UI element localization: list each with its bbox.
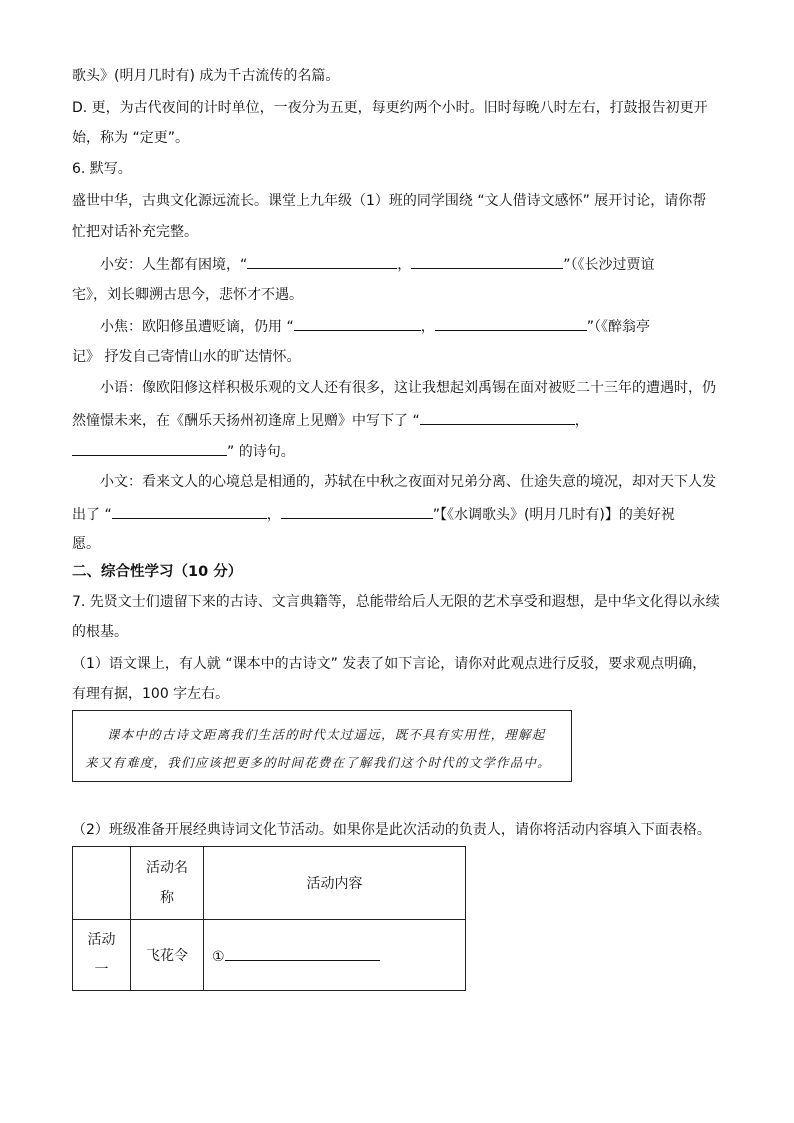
- question-6-title: 6. 默写。: [72, 161, 132, 177]
- section-title: 二、综合性学习（10 分）: [72, 564, 243, 580]
- answer-blank[interactable]: [112, 504, 267, 519]
- option-d-line: D. 更，为古代夜间的计时单位，一夜分为五更，每更约两个小时。旧时每晚八时左右，打鼓报告初更开: [72, 100, 708, 116]
- quote-box: [72, 710, 572, 782]
- answer-blank[interactable]: [247, 254, 397, 269]
- table-cell: [73, 847, 131, 920]
- text-line: 忙把对话补充完整。: [72, 224, 198, 240]
- header-activity-content: 活动内容: [204, 847, 466, 920]
- dialogue-xiaowen: 小文：看来文人的心境总是相通的，苏轼在中秋之夜面对兄弟分离、仕途失意的境况，却对天下人发: [100, 474, 716, 490]
- dialogue-xiaoyu: 小语：像欧阳修这样积极乐观的文人还有很多，这让我想起刘禹锡在面对被贬二十三年的遭遇时，仍: [100, 380, 716, 396]
- text-line: 然憧憬未来，在《酬乐天扬州初逢席上见赠》中写下了 “ ，: [72, 410, 589, 431]
- answer-blank[interactable]: [72, 441, 227, 456]
- table-row: [73, 847, 466, 920]
- dialogue-xiaoan: 小安：人生都有困境，“ ， ”（《长沙过贾谊: [100, 254, 655, 275]
- subquestion-1: （1）语文课上，有人就 “课本中的古诗文” 发表了如下言论，请你对此观点进行反驳，要求观点明确，: [72, 656, 707, 672]
- text-line: 宅》，刘长卿溯古思今，悲怀才不遇。: [72, 287, 303, 303]
- text-line: 盛世中华，古典文化源远流长。课堂上九年级（1）班的同学围绕 “文人借诗文感怀” 展开讨论，请你帮: [72, 193, 707, 209]
- answer-blank[interactable]: [411, 254, 563, 269]
- answer-blank[interactable]: [225, 946, 380, 961]
- activity-label: 活动 一: [73, 920, 131, 991]
- table-row: [73, 920, 466, 991]
- activity-table: [72, 846, 466, 991]
- text-line: 歌头》(明月几时有) 成为千古流传的名篇。: [72, 68, 340, 84]
- text-line: 出了 “ ， ”【《水调歌头》(明月几时有)】的美好祝: [72, 504, 675, 525]
- quote-line: 来又有难度，我们应该把更多的时间花费在了解我们这个时代的文学作品中。: [85, 755, 551, 770]
- question-7-title: 7. 先贤文士们遗留下来的古诗、文言典籍等，总能带给后人无限的艺术享受和遐想，是中华文化得以永续: [72, 594, 720, 610]
- answer-blank[interactable]: [294, 316, 421, 331]
- answer-blank[interactable]: [420, 410, 575, 425]
- activity-content-cell: ①: [204, 920, 466, 991]
- subquestion-2: （2）班级准备开展经典诗词文化节活动。如果你是此次活动的负责人，请你将活动内容填入下面表格。: [72, 822, 711, 838]
- dialogue-xiaojiao: 小焦：欧阳修虽遭贬谪，仍用 “ ， ”（《醉翁亭: [100, 316, 650, 337]
- quote-line: 课本中的古诗文距离我们生活的时代太过遥远，既不具有实用性，理解起: [107, 727, 546, 742]
- header-activity-name: 活动名 称: [131, 847, 204, 920]
- activity-name: 飞花令: [131, 920, 204, 991]
- text-line: 始，称为 “定更”。: [72, 130, 189, 146]
- answer-blank[interactable]: [281, 504, 433, 519]
- answer-blank[interactable]: [435, 316, 587, 331]
- text-line: 有理有据，100 字左右。: [72, 686, 230, 702]
- text-line: 的根基。: [72, 624, 128, 640]
- text-line: ” 的诗句。: [72, 441, 295, 462]
- text-line: 愿。: [72, 536, 100, 552]
- text-line: 记》 抒发自己寄情山水的旷达情怀。: [72, 349, 301, 365]
